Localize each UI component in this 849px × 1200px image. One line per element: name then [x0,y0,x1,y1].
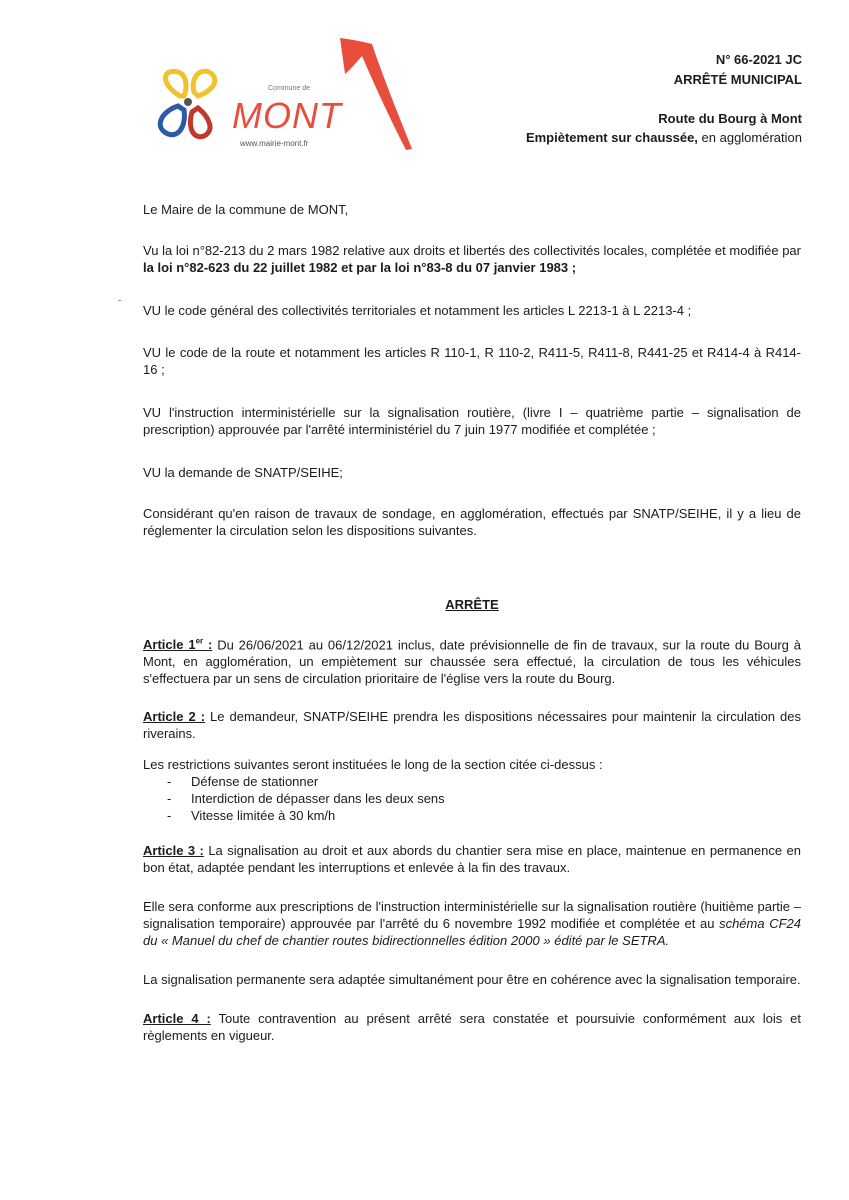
mont-logo-graphic [150,34,420,164]
article-2 [143,708,801,742]
article-3-p2-text: Elle sera conforme aux prescriptions de l'instruction interministérielle sur la signalisation routière (huitième partie – signalisation temporaire) approuvée par l'arrêté du 6 novembre 1992 modifiée et complétée et au [143,899,801,932]
article-4-colon: : [198,1011,211,1027]
vu-paragraph-5: VU la demande de SNATP/SEIHE; [143,465,343,480]
reference-block [674,50,802,90]
subject-rest: en agglomération [697,130,802,145]
margin-mark [118,300,121,301]
logo-name: MONT [232,95,342,136]
intro-paragraph: Le Maire de la commune de MONT, [143,202,349,217]
article-3-paragraph-3: La signalisation permanente sera adaptée simultanément pour être en cohérence avec la signalisation temporaire. [143,972,801,988]
article-1-text: Du 26/06/2021 au 06/12/2021 inclus, date prévisionnelle de fin de travaux, sur la route du Bourg à Mont, en agglomération, un empiètement sur chaussée sera effectué, la circulation de tous les véhicules s'effectuera par un sens de circulation prioritaire de l'église vers la route du Bourg. [143,637,801,687]
article-3-label-text: Article 3 [143,843,196,859]
list-item: - Défense de stationner [167,773,801,790]
list-item: - Vitesse limitée à 30 km/h [167,807,801,824]
article-3-p2-italic: schéma CF24 du « Manuel du chef de chantier routes bidirectionnelles édition 2000 » édité par le SETRA. [143,916,802,949]
accent-slash-icon [340,38,412,150]
vu1-text: Vu la loi n°82-213 du 2 mars 1982 relative aux droits et libertés des collectivités locales, complétée et modifiée par [143,243,801,258]
arrete-title: ARRÊTE [445,597,499,612]
document-body [143,201,801,1044]
article-3-paragraph-2 [143,898,801,949]
reference-number: N° 66-2021 JC [715,52,802,67]
article-1-colon: : [203,637,213,653]
subject-block [526,109,802,147]
vu-paragraph-1 [143,242,801,276]
subject-line [526,128,802,147]
article-2-label-text: Article 2 [143,709,196,725]
logo-website: www.mairie-mont.fr [240,139,309,148]
logo-small-text: Commune de [268,85,311,92]
article-4-text: Toute contravention au présent arrêté sera constatée et poursuivie conformément aux lois et règlements en vigueur. [143,1011,801,1044]
article-1 [143,633,801,687]
restrictions-intro: Les restrictions suivantes seront instituées le long de la section citée ci-dessus : [143,757,603,773]
article-2-colon: : [195,709,206,725]
subject-bold: Empiètement sur chaussée, [525,130,698,145]
restrictions-list [143,773,801,824]
vu-paragraph-2: VU le code général des collectivités territoriales et notamment les articles L 2213-1 à L 2213-4 ; [143,303,692,318]
vu-paragraph-4: VU l'instruction interministérielle sur la signalisation routière, (livre I – quatrième partie – signalisation de prescription) approuvée par l'arrêté interministériel du 7 juin 1977 modifiée et complétée ; [143,405,801,437]
article-4-label [143,1011,211,1026]
article-3-label [143,843,204,858]
list-item: - Interdiction de dépasser dans les deux sens [167,790,801,807]
vu-paragraph-3: VU le code de la route et notamment les articles R 110-1, R 110-2, R411-5, R411-8, R441-25 et R414-4 à R414-16 ; [143,345,801,377]
article-4-label-text: Article 4 [143,1011,199,1027]
article-4 [143,1010,801,1044]
article-3 [143,842,801,876]
article-3-text: La signalisation au droit et aux abords du chantier sera mise en place, maintenue en permanence en bon état, adaptée pendant les interruptions et enlevée à la fin des travaux. [143,843,801,876]
document-type: ARRÊTÉ MUNICIPAL [673,72,802,87]
article-1-label-text: Article 1 [143,637,196,653]
article-2-text: Le demandeur, SNATP/SEIHE prendra les dispositions nécessaires pour maintenir la circulation des riverains. [143,709,801,742]
article-1-sup: er [195,637,204,646]
article-3-colon: : [195,843,204,859]
article-1-label [143,637,212,652]
vu1-bold: la loi n°82-623 du 22 juillet 1982 et par la loi n°83-8 du 07 janvier 1983 ; [143,260,577,275]
road-name: Route du Bourg à Mont [658,111,802,126]
article-2-label [143,709,205,724]
commune-logo [150,34,420,164]
considerant-paragraph: Considérant qu'en raison de travaux de sondage, en agglomération, effectués par SNATP/SEIHE, il y a lieu de réglementer la circulation selon les dispositions suivantes. [143,506,801,538]
